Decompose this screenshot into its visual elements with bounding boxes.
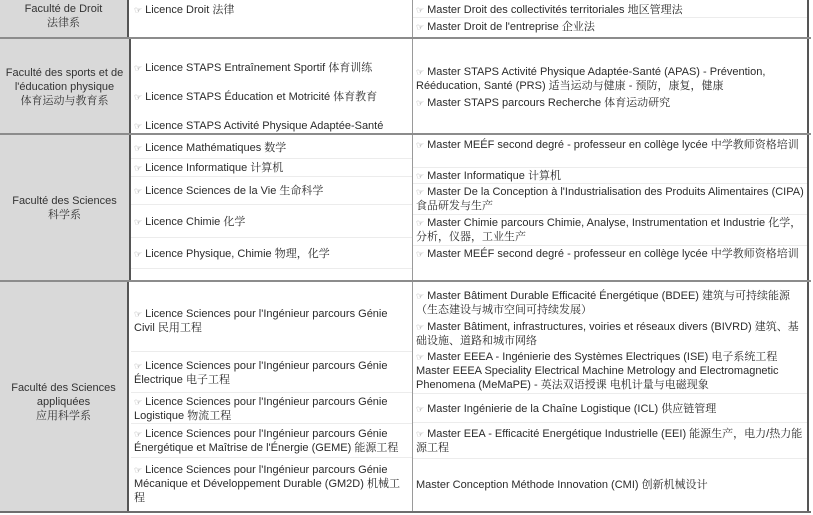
pointing-hand-icon: ☞ xyxy=(134,186,143,196)
licence-item: ☞ Licence STAPS Activité Physique Adaptée-Santé xyxy=(134,120,384,132)
pointing-hand-icon: ☞ xyxy=(134,396,143,407)
master-item: ☞ Master EEEA - Ingénierie des Systèmes Electriques (ISE) 电子系统工程 Master EEEA Speciality Electrical Machine Metrology and Electromagnetic Phenomena (MeMaPE) - 英法双语授课 电机计量与电磁现象 xyxy=(413,350,807,394)
licence-cell xyxy=(131,0,413,38)
licence-item: ☞ Licence Sciences pour l'Ingénieur parcours Génie Mécanique et Développement Durable (GM2D) 机械工程 xyxy=(134,464,400,504)
pointing-hand-icon: ☞ xyxy=(416,21,425,32)
master-item: ☞ Master STAPS parcours Recherche 体育运动研究 xyxy=(416,97,671,109)
master-item: ☞ Master Informatique 计算机 xyxy=(413,169,807,184)
master-cell xyxy=(413,39,809,134)
faculty-cell xyxy=(0,282,129,511)
faculty-row-sports xyxy=(0,37,811,134)
faculty-name-cn: 科学系 xyxy=(48,209,81,221)
pointing-hand-icon: ☞ xyxy=(416,98,425,108)
pointing-hand-icon: ☞ xyxy=(134,216,143,227)
pointing-hand-icon: ☞ xyxy=(416,171,425,181)
faculty-row-applied-sciences xyxy=(0,280,811,513)
licence-item: ☞ Licence Sciences pour l'Ingénieur parcours Génie Énergétique et Maîtrise de l'Énergie (GEME) 能源工程 xyxy=(131,425,412,458)
faculty-row-droit xyxy=(0,0,811,38)
pointing-hand-icon: ☞ xyxy=(134,92,143,102)
faculty-name-line2: appliquées xyxy=(36,395,91,408)
faculty-name-line2: l'éducation physique xyxy=(14,80,115,93)
pointing-hand-icon: ☞ xyxy=(134,429,143,439)
master-item: ☞ Master Bâtiment, infrastructures, voiries et réseaux divers (BIVRD) 建筑、基础设施、道路和城市网络 xyxy=(416,321,799,347)
faculty-name-cn: 应用科学系 xyxy=(36,409,91,422)
master-item: ☞ Master Droit des collectivités territoriales 地区管理法 xyxy=(413,3,807,18)
master-item: ☞ Master EEA - Efficacité Energétique Industrielle (EEI) 能源生产，电力/热力能源工程 xyxy=(413,424,807,459)
faculty-name: Faculté de Droit xyxy=(24,3,103,15)
master-item: ☞ Master STAPS Activité Physique Adaptée-Santé (APAS) - Prévention, Rééducation, Santé (PRS) 适当运动与健康 - 预防，康复，健康 xyxy=(416,66,766,92)
faculty-name-cn: 法律系 xyxy=(47,17,80,29)
faculty-cell xyxy=(0,135,131,281)
pointing-hand-icon: ☞ xyxy=(134,142,143,153)
faculty-name: Faculté des Sciences xyxy=(12,195,117,207)
pointing-hand-icon: ☞ xyxy=(134,163,143,173)
pointing-hand-icon: ☞ xyxy=(416,403,425,414)
pointing-hand-icon: ☞ xyxy=(416,218,425,228)
licence-item: ☞ Licence Mathématiques 数学 xyxy=(131,137,412,159)
licence-cell xyxy=(131,39,413,134)
master-item: ☞ Master Chimie parcours Chimie, Analyse, Instrumentation et Industrie 化学，分析，仪器，工业生产 xyxy=(413,216,807,246)
faculty-cell xyxy=(0,39,131,134)
licence-item: ☞ Licence Chimie 化学 xyxy=(131,206,412,238)
pointing-hand-icon: ☞ xyxy=(416,5,425,15)
licence-item: ☞ Licence Sciences pour l'Ingénieur parcours Génie Civil 民用工程 xyxy=(131,290,412,352)
pointing-hand-icon: ☞ xyxy=(416,249,425,259)
licence-item: ☞ Licence Sciences pour l'Ingénieur parcours Génie Électrique 电子工程 xyxy=(131,353,412,393)
master-item: Master Conception Méthode Innovation (CMI) 创新机械设计 xyxy=(416,479,708,491)
pointing-hand-icon: ☞ xyxy=(134,308,143,319)
master-cell xyxy=(413,135,809,281)
licence-cell xyxy=(131,282,413,511)
pointing-hand-icon: ☞ xyxy=(134,121,143,131)
master-cell xyxy=(413,282,809,511)
licence-item: ☞ Licence Informatique 计算机 xyxy=(131,160,412,177)
licence-item: ☞ Licence Physique, Chimie 物理，化学 xyxy=(131,239,412,269)
pointing-hand-icon: ☞ xyxy=(134,360,143,371)
master-cell xyxy=(413,0,809,38)
licence-cell xyxy=(131,135,413,281)
pointing-hand-icon: ☞ xyxy=(134,465,143,475)
licence-item: ☞ Licence STAPS Entraînement Sportif 体育训练 xyxy=(134,62,373,74)
faculty-name-cn: 体育运动与教育系 xyxy=(20,94,109,107)
pointing-hand-icon: ☞ xyxy=(416,352,425,362)
faculty-name: Faculté des sports et de xyxy=(5,66,124,79)
licence-item: ☞ Licence Sciences de la Vie 生命科学 xyxy=(131,178,412,205)
faculty-row-sciences xyxy=(0,133,811,281)
master-item: ☞ Master Droit de l'entreprise 企业法 xyxy=(416,20,595,33)
master-item: ☞ Master MEÉF second degré - professeur en collège lycée 中学教师资格培训 xyxy=(413,138,807,168)
faculty-cell xyxy=(0,0,129,38)
pointing-hand-icon: ☞ xyxy=(416,140,425,150)
pointing-hand-icon: ☞ xyxy=(416,67,425,77)
pointing-hand-icon: ☞ xyxy=(416,291,425,301)
master-item: ☞ Master MEÉF second degré - professeur en collège lycée 中学教师资格培训 xyxy=(416,248,799,260)
pointing-hand-icon: ☞ xyxy=(416,322,425,332)
licence-item: ☞ Licence Droit 法律 xyxy=(134,4,235,16)
pointing-hand-icon: ☞ xyxy=(134,248,143,259)
licence-item: ☞ Licence Sciences pour l'Ingénieur parcours Génie Logistique 物流工程 xyxy=(131,394,412,424)
licence-item: ☞ Licence STAPS Éducation et Motricité 体育教育 xyxy=(134,91,378,103)
master-item: ☞ Master Bâtiment Durable Efficacité Énergétique (BDEE) 建筑与可持续能源（生态建设与城市空间可持续发展） xyxy=(416,290,790,316)
pointing-hand-icon: ☞ xyxy=(416,429,425,439)
master-item: ☞ Master Ingénierie de la Chaîne Logistique (ICL) 供应链管理 xyxy=(413,395,807,423)
faculty-name: Faculté des Sciences xyxy=(11,381,116,394)
pointing-hand-icon: ☞ xyxy=(134,5,143,15)
pointing-hand-icon: ☞ xyxy=(416,187,425,197)
pointing-hand-icon: ☞ xyxy=(134,63,143,73)
master-item: ☞ Master De la Conception à l'Industrialisation des Produits Alimentaires (CIPA) 食品研发与生产 xyxy=(413,185,807,215)
